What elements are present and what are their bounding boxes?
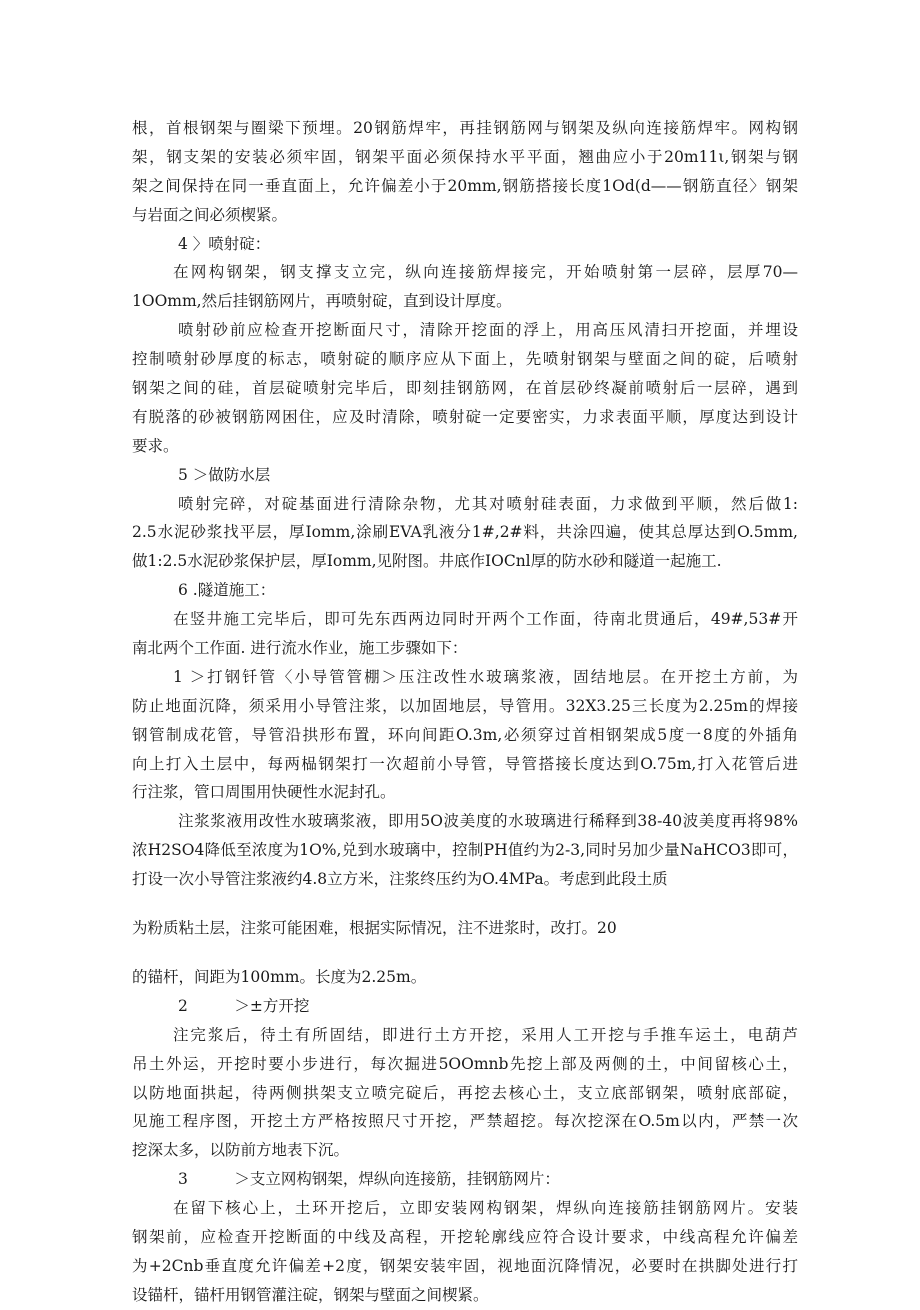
text-line: 以防地面拱起，待两侧拱架支立喷完碇后，再挖去核心土，支立底部钢架，喷射底部碇， xyxy=(132,1083,798,1102)
text-line: 有脱落的砂被钢筋网困住，应及时清除，喷射碇一定要密实，力求表面平顺，厚度达到设计 xyxy=(132,407,798,426)
text-line: 在竖井施工完毕后，即可先东西两边同时开两个工作面，待南北贯通后，49#,53#开 xyxy=(173,610,798,629)
text-line: 在网构钢架，钢支撑支立完，纵向连接筋焊接完，开始喷射第一层碎，层厚70— xyxy=(173,263,798,282)
section-heading: 4 〉喷射碇： xyxy=(178,234,271,253)
text-line: 为+2Cnb垂直度允许偏差+2度，钢架安装牢固，视地面沉降情况，必要时在拱脚处进行打 xyxy=(132,1256,798,1275)
text-line: 注浆浆液用改性水玻璃浆液，即用5O波美度的水玻璃进行稀释到38-40波美度再将98% xyxy=(178,812,798,831)
text-line: 见施工程序图，开挖土方严格按照尺寸开挖，严禁超挖。每次挖深在O.5m以内，严禁一次 xyxy=(132,1112,798,1131)
text-line: 1 ＞打钢钎管〈小导管管棚＞压注改性水玻璃浆液，固结地层。在开挖土方前，为 xyxy=(173,667,798,686)
text-line: 架，钢支架的安装必须牢固，钢架平面必须保持水平平面，翘曲应小于20m11ι,钢架与钢 xyxy=(132,147,798,166)
text-line: 南北两个工作面. 进行流水作业，施工步骤如下： xyxy=(132,639,468,658)
text-line: 打设一次小导管注浆液约4.8立方米，注浆终压约为O.4MPa。考虑到此段土质 xyxy=(132,870,668,889)
text-line: 控制喷射砂厚度的标志，喷射碇的顺序应从下面上，先喷射钢架与壁面之间的碇，后喷射 xyxy=(132,350,798,369)
document-body xyxy=(132,114,798,1310)
section-heading: 3 ＞支立网构钢架，焊纵向连接筋，挂钢筋网片： xyxy=(178,1170,560,1189)
text-line: 钢架之间的硅，首层碇喷射完毕后，即刻挂钢筋网，在首层砂终凝前喷射后一层碎，遇到 xyxy=(132,379,798,398)
text-line: 喷射完碎，对碇基面进行清除杂物，尤其对喷射硅表面，力求做到平顺，然后做1: xyxy=(178,494,798,513)
text-line: 钢架前，应检查开挖断面的中线及高程，开挖轮廓线应符合设计要求，中线高程允许偏差 xyxy=(132,1227,798,1246)
text-line: 钢管制成花管，导管沿拱形布置，环向间距O.3m,必须穿过首相钢架成5度一8度的外插角 xyxy=(132,725,798,744)
text-line: 注完浆后，待土有所固结，即进行土方开挖，采用人工开挖与手推车运土，电葫芦 xyxy=(173,1025,798,1044)
text-line: 与岩面之间必须楔紧。 xyxy=(132,205,288,224)
section-heading: 6 .隧道施工： xyxy=(178,581,276,600)
text-line: 喷射砂前应检查开挖断面尺寸，清除开挖面的浮上，用高压风清扫开挖面，并埋设 xyxy=(178,321,798,340)
text-line: 在留下核心上，土环开挖后，立即安装网构钢架，焊纵向连接筋挂钢筋网片。安装 xyxy=(173,1199,798,1218)
paragraph-gap xyxy=(132,894,798,914)
section-heading: 5 ＞做防水层 xyxy=(178,465,271,484)
text-line: 根，首根钢架与圈梁下预埋。20钢筋焊牢，再挂钢筋网与钢架及纵向连接筋焊牢。网构钢 xyxy=(132,119,798,137)
text-line: 浓H2SO4降低至浓度为1O%,兑到水玻璃中，控制PH值约为2-3,同时另加少量NaHCO3即可， xyxy=(132,841,798,860)
text-line: 为粉质粘土层，注浆可能困难，根据实际情况，注不进浆时，改打。20 xyxy=(132,919,617,938)
text-line: 防止地面沉降，须采用小导管注浆，以加固地层，导管用。32X3.25三长度为2.25m的焊接 xyxy=(132,696,798,715)
text-line: 架之间保持在同一垂直面上，允许偏差小于20mm,钢筋搭接长度1Od(d——钢筋直径〉钢架 xyxy=(132,176,798,195)
text-line: 吊土外运，开挖时要小步进行，每次掘进5OOmnb先挖上部及两侧的土，中间留核心土， xyxy=(132,1054,798,1073)
text-line: 2.5水泥砂浆找平层，厚Iomm,涂刷EVA乳液分1#,2#料，共涂四遍，使其总厚达到O.5mm, xyxy=(132,523,798,542)
section-heading: 2 ＞±方开挖 xyxy=(178,996,310,1015)
text-line: 做1:2.5水泥砂浆保护层，厚Iomm,见附图。井底作IOCnl厚的防水砂和隧道一起施工. xyxy=(132,552,722,571)
paragraph-gap xyxy=(132,943,798,963)
text-line: 设锚杆，锚杆用钢管灌注碇，钢架与壁面之间楔紧。 xyxy=(132,1285,489,1304)
text-line: 向上打入土层中，每两榀钢架打一次超前小导管，导管搭接长度达到O.75m,打入花管后进 xyxy=(132,754,798,773)
text-line: 行注浆，管口周围用快硬性水泥封孔。 xyxy=(132,783,396,802)
text-line: 挖深太多，以防前方地表下沉。 xyxy=(132,1141,350,1160)
text-line: 要求。 xyxy=(132,436,179,455)
text-line: 1OOmm,然后挂钢筋网片，再喷射碇，直到设计厚度。 xyxy=(132,292,512,311)
text-line: 的锚杆，间距为100mm。长度为2.25m。 xyxy=(132,967,427,986)
